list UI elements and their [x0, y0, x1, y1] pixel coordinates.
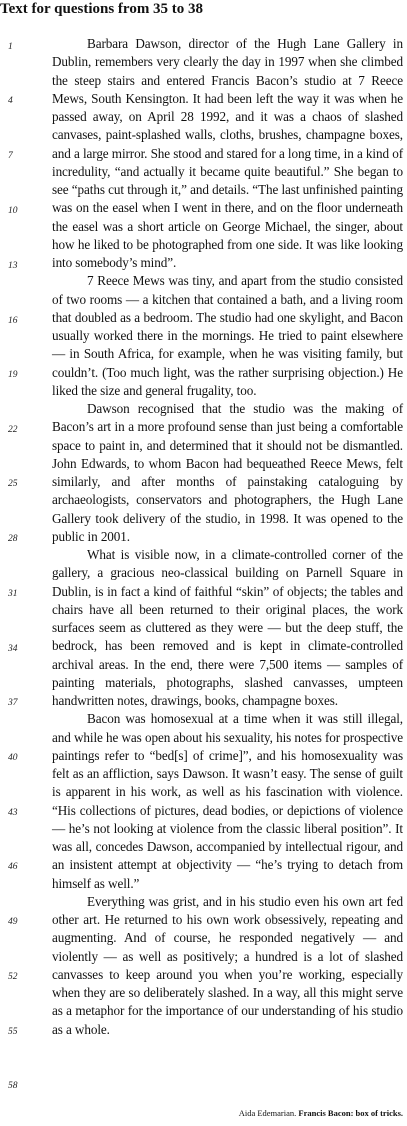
source-author: Aida Edemarian. [238, 1108, 297, 1118]
line-number: 52 [8, 972, 18, 982]
line-number: 55 [8, 1027, 18, 1037]
paragraph: Barbara Dawson, director of the Hugh Lane Gallery in Dublin, remembers very clearly the day in 1997 when she climbed the steep stairs and entered Francis Bacon’s studio at 7 Reece Mews, South Kensington. It had been left the way it was when he passed away, on April 28 1992, and it was a chaos of slashed canvases, paint-splashed walls, cloths, brushes, champagne boxes, and a large mirror. She stood and stared for a long time, in a kind of incredulity, “and actually it became quite beautiful.” She began to see “paths cut through it,” and details. “The last unfinished painting was on the easel when I went in there, and on the floor underneath the easel was a short article on George Michael, the singer, about how he liked to be photographed from one side. It was like looking into somebody’s mind”. [52, 36, 403, 270]
line-number: 34 [8, 644, 18, 654]
line-number: 16 [8, 316, 18, 326]
line-number: 58 [8, 1081, 18, 1091]
paragraph: Everything was grist, and in his studio even his own art fed other art. He returned to his own work obsessively, repeating and augmenting. And of course, he responded negatively — and violently — as well as positively; a hundred is a lot of slashed canvasses to keep around you when you’re working, especially when they are so deliberately slashed. In a way, all this might serve as a metaphor for the importance of our understanding of his studio as a whole. [52, 893, 403, 1037]
line-number: 7 [8, 151, 13, 161]
line-number: 49 [8, 917, 18, 927]
source-citation [239, 1108, 403, 1118]
source-title: Francis Bacon: box of tricks. [298, 1108, 403, 1118]
line-number: 46 [8, 862, 18, 872]
line-number: 13 [8, 261, 18, 271]
passage-text [52, 35, 403, 1039]
paragraph: What is visible now, in a climate-controlled corner of the gallery, a gracious neo-classical building on Parnell Square in Dublin, is in fact a kind of faithful “skin” of objects; the tables and chairs have all been returned to their original places, the work surfaces seem as cluttered as they were — but the deep stuff, the bedrock, has been removed and is kept in climate-controlled archival areas. In the end, there were 7,500 items — samples of painting materials, photographs, slashed canvasses, umpteen handwritten notes, drawings, books, champagne boxes. [52, 547, 403, 708]
line-number: 40 [8, 753, 18, 763]
line-number: 25 [8, 479, 18, 489]
line-number: 37 [8, 698, 18, 708]
line-number: 4 [8, 96, 13, 106]
line-number: 43 [8, 808, 18, 818]
line-number: 28 [8, 534, 18, 544]
section-heading: Text for questions from 35 to 38 [0, 1, 204, 17]
line-number: 1 [8, 42, 13, 52]
paragraph: 7 Reece Mews was tiny, and apart from the studio consisted of two rooms — a kitchen that contained a bath, and a living room that doubled as a bedroom. The studio had one skylight, and Bacon usually worked there in the mornings. He tried to paint elsewhere — in South Africa, for example, when he was visiting family, but couldn’t. (Too much light, was the rather surprising objection.) He liked the size and general frugality, too. [52, 273, 403, 398]
line-number: 22 [8, 425, 18, 435]
paragraph: Dawson recognised that the studio was the making of Bacon’s art in a more profound sense than just being a comfortable space to paint in, and determined that it should not be dismantled. John Edwards, to whom Bacon had bequeathed Reece Mews, felt similarly, and after months of painstaking cataloguing by archaeologists, conservators and photographers, the Hugh Lane Gallery took delivery of the studio, in 1998. It was opened to the public in 2001. [52, 401, 403, 544]
line-number: 19 [8, 370, 18, 380]
line-number: 31 [8, 589, 18, 599]
line-number: 10 [8, 206, 18, 216]
paragraph: Bacon was homosexual at a time when it was still illegal, and while he was open about his sexuality, his notes for prospective paintings refer to “bed[s] of crime]”, and his homosexuality was felt as an affliction, says Dawson. It wasn’t easy. The sense of guilt is apparent in his work, as well as his fascination with violence. “His collections of pictures, dead bodies, or depictions of violence — he’s not looking at violence from the classic liberal position”. It was all, concedes Dawson, accompanied by intellectual rigour, and an insistent attempt at objectivity — “he’s trying to detach from himself as well.” [52, 711, 403, 891]
